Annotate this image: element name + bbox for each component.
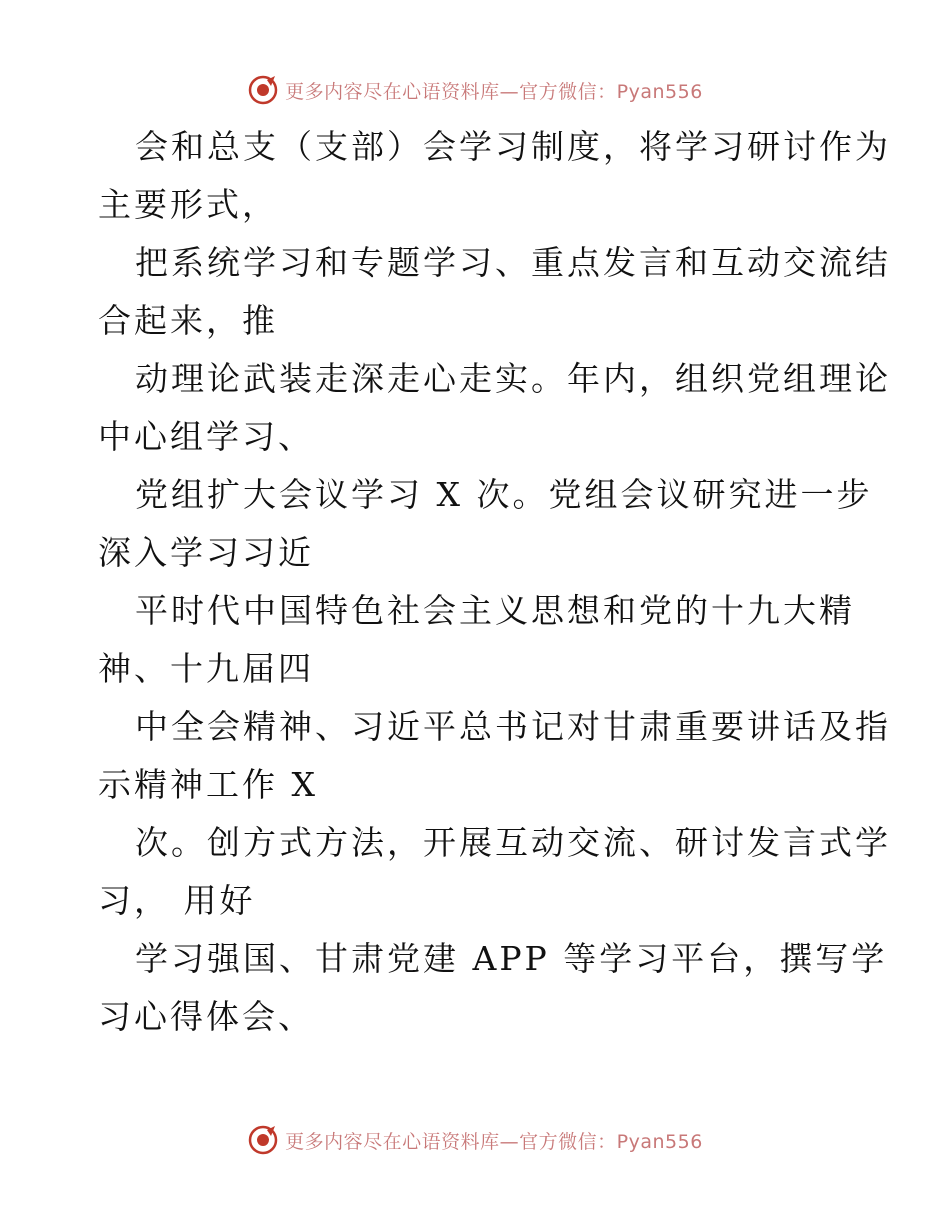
text-line: 主要形式， (98, 185, 278, 224)
text-line: 把系统学习和专题学习、重点发言和互动交流结 (135, 243, 891, 282)
text-line: 示精神工作 X (98, 765, 318, 804)
text-line: 党组扩大会议学习 X 次。党组会议研究进一步 (135, 475, 873, 514)
watermark-text: 更多内容尽在心语资料库—官方微信：Pyan556 (285, 1130, 703, 1153)
text-line: 中全会精神、习近平总书记对甘肃重要讲话及指 (135, 707, 891, 746)
text-line: 会和总支（支部）会学习制度，将学习研讨作为 (135, 127, 891, 166)
text-line: 习， 用好 (98, 881, 256, 920)
watermark-header (0, 70, 950, 110)
text-line: 学习强国、甘肃党建 APP 等学习平台，撰写学 (135, 939, 888, 978)
watermark-text: 更多内容尽在心语资料库—官方微信：Pyan556 (285, 80, 703, 103)
text-line: 中心组学习、 (98, 417, 314, 456)
text-line: 合起来，推 (98, 301, 278, 340)
text-line: 次。创方式方法，开展互动交流、研讨发言式学 (135, 823, 891, 862)
text-line: 深入学习习近 (98, 533, 314, 572)
text-line: 动理论武装走深走心走实。年内，组织党组理论 (135, 359, 891, 398)
text-line: 习心得体会、 (98, 997, 314, 1036)
watermark-footer (0, 1120, 950, 1160)
document-body (98, 118, 891, 1046)
text-line: 神、十九届四 (98, 649, 314, 688)
brand-logo-icon (247, 1124, 279, 1156)
brand-logo-icon (247, 74, 279, 106)
text-line: 平时代中国特色社会主义思想和党的十九大精 (135, 591, 855, 630)
